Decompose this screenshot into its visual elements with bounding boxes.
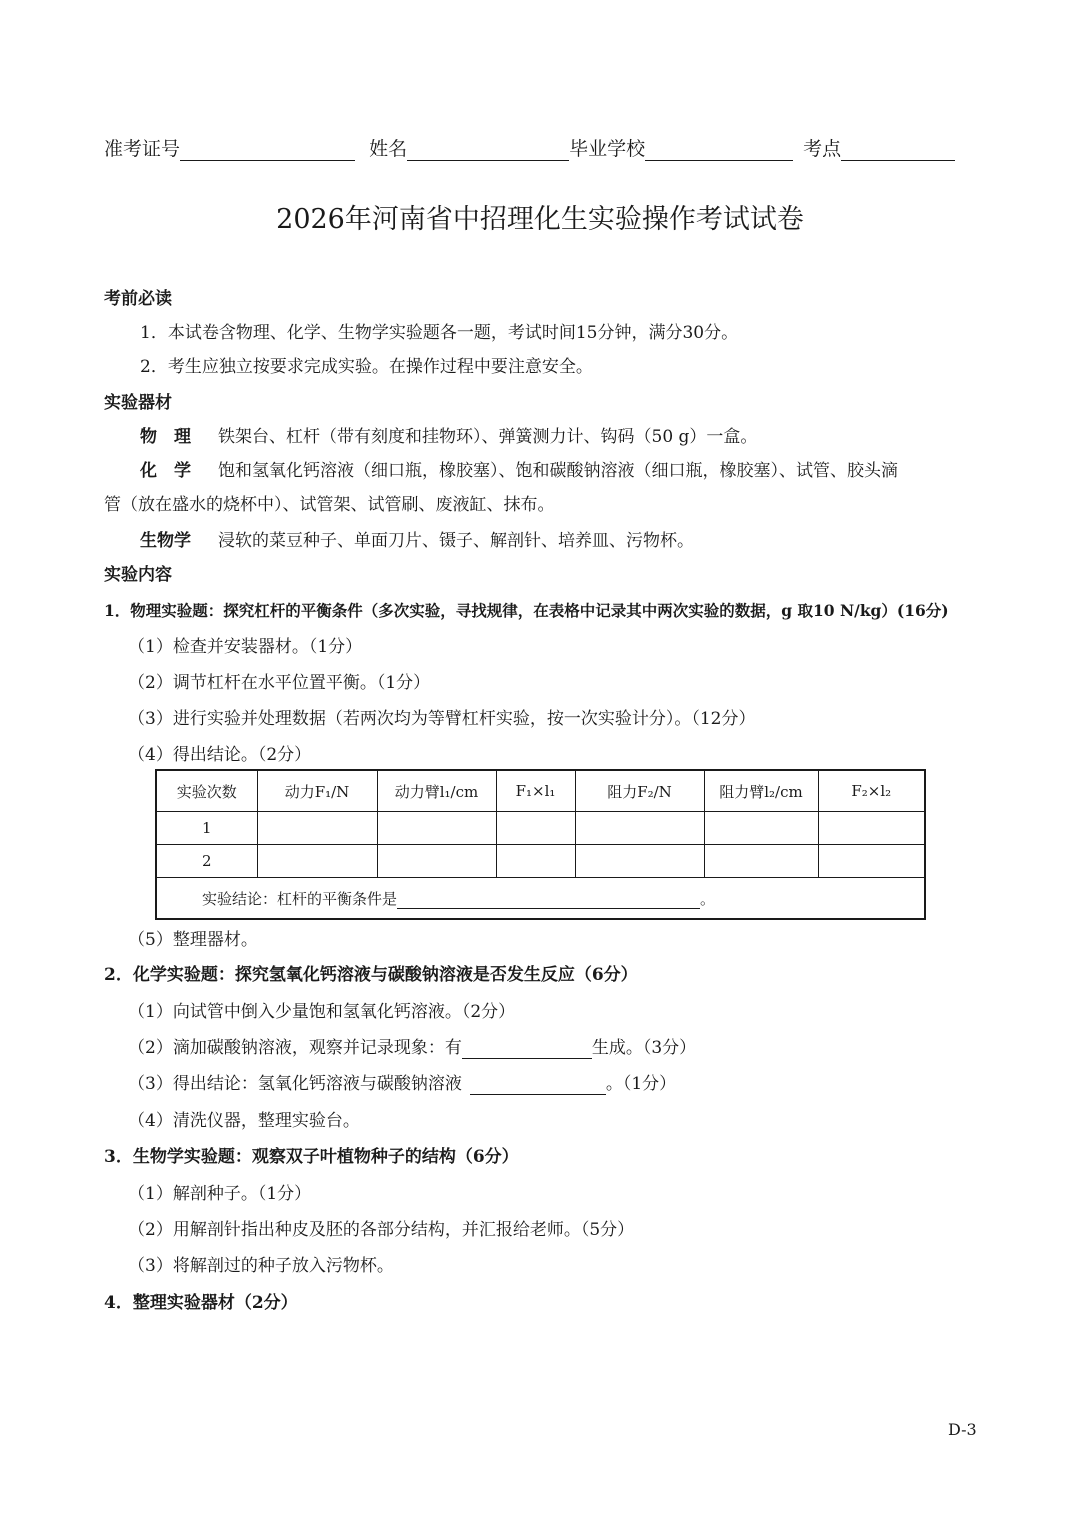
- data-table: [155, 769, 926, 920]
- q4-title: 4．整理实验器材（2分）: [104, 1293, 298, 1313]
- physics-label: 物 理: [140, 427, 191, 447]
- bio-label: 生物学: [140, 531, 191, 551]
- q3-step: （2）用解剖针指出种皮及胚的各部分结构，并汇报给老师。（5分）: [128, 1220, 635, 1240]
- q2-step: [128, 1037, 696, 1059]
- q2-step: [128, 1073, 676, 1095]
- table-cell-input[interactable]: [704, 845, 818, 878]
- q1-title: 1．物理实验题：探究杠杆的平衡条件（多次实验，寻找规律，在表格中记录其中两次实验的数据，g 取10 N/kg）(16分): [104, 601, 949, 620]
- table-row: [156, 812, 925, 845]
- q2-step3-end: 。（1分）: [605, 1074, 677, 1094]
- materials-heading: 实验器材: [104, 393, 172, 413]
- content-heading: 实验内容: [104, 565, 172, 585]
- q2-conclusion-blank[interactable]: [470, 1074, 606, 1095]
- q1-step: （5）整理器材。: [128, 930, 258, 950]
- table-header-cell: 实验次数: [156, 770, 257, 812]
- site-label: 考点: [803, 138, 842, 160]
- trial-number: 2: [156, 845, 257, 878]
- exam-id-label: 准考证号: [104, 138, 181, 160]
- notice-item: 1．本试卷含物理、化学、生物学实验题各一题，考试时间15分钟，满分30分。: [140, 323, 739, 343]
- q2-step3-text: （3）得出结论：氢氧化钙溶液与碳酸钠溶液: [128, 1074, 462, 1094]
- table-cell-input[interactable]: [257, 812, 377, 845]
- table-cell-input[interactable]: [257, 845, 377, 878]
- notice-item: 2．考生应独立按要求完成实验。在操作过程中要注意安全。: [140, 357, 593, 377]
- table-cell-input[interactable]: [377, 812, 496, 845]
- q2-step2-text: （2）滴加碳酸钠溶液，观察并记录现象：有: [128, 1038, 462, 1058]
- physics-materials: 铁架台、杠杆（带有刻度和挂物环）、弹簧测力计、钩码（50 g）一盒。: [218, 427, 758, 447]
- bio-materials: 浸软的菜豆种子、单面刀片、镊子、解剖针、培养皿、污物杯。: [218, 531, 694, 551]
- table-cell-input[interactable]: [704, 812, 818, 845]
- q1-step: （2）调节杠杆在水平位置平衡。（1分）: [128, 673, 431, 693]
- conclusion-label: 实验结论：杠杆的平衡条件是: [202, 889, 398, 908]
- table-cell-input[interactable]: [818, 812, 925, 845]
- site-field[interactable]: [841, 140, 955, 161]
- page-title: 2026年河南省中招理化生实验操作考试试卷: [276, 204, 804, 235]
- exam-id-field[interactable]: [180, 140, 355, 161]
- school-field[interactable]: [645, 140, 793, 161]
- table-row: [156, 845, 925, 878]
- table-header-cell: 动力F₁/N: [257, 770, 377, 812]
- name-label: 姓名: [369, 138, 408, 160]
- table-header-cell: 动力臂l₁/cm: [377, 770, 496, 812]
- q1-step: （3）进行实验并处理数据（若两次均为等臂杠杆实验，按一次实验计分）。（12分）: [128, 709, 756, 729]
- table-cell-input[interactable]: [818, 845, 925, 878]
- q2-step: （1）向试管中倒入少量饱和氢氧化钙溶液。（2分）: [128, 1002, 516, 1022]
- conclusion-end: 。: [700, 889, 716, 908]
- table-cell-input[interactable]: [575, 845, 704, 878]
- conclusion-blank[interactable]: [397, 890, 700, 909]
- table-cell-input[interactable]: [496, 845, 575, 878]
- table-header-cell: F₂×l₂: [818, 770, 925, 812]
- table-header-cell: 阻力F₂/N: [575, 770, 704, 812]
- school-label: 毕业学校: [569, 138, 646, 160]
- q3-title: 3．生物学实验题：观察双子叶植物种子的结构（6分）: [104, 1147, 519, 1167]
- q1-step: （1）检查并安装器材。（1分）: [128, 637, 363, 657]
- name-field[interactable]: [407, 140, 569, 161]
- table-conclusion-row: [156, 878, 925, 920]
- q2-step2-end: 生成。（3分）: [591, 1038, 697, 1058]
- table-cell-input[interactable]: [496, 812, 575, 845]
- table-cell-input[interactable]: [377, 845, 496, 878]
- page-number: D-3: [948, 1420, 977, 1439]
- table-header-cell: F₁×l₁: [496, 770, 575, 812]
- q1-step: （4）得出结论。（2分）: [128, 745, 312, 765]
- q3-step: （1）解剖种子。（1分）: [128, 1184, 312, 1204]
- chem-materials-cont: 管（放在盛水的烧杯中）、试管架、试管刷、废液缸、抹布。: [104, 495, 555, 515]
- table-cell-input[interactable]: [575, 812, 704, 845]
- q3-step: （3）将解剖过的种子放入污物杯。: [128, 1256, 394, 1276]
- exam-info-header: [104, 137, 955, 161]
- q2-phenomenon-blank[interactable]: [462, 1038, 592, 1059]
- chem-label: 化 学: [140, 461, 191, 481]
- table-header-row: [156, 770, 925, 812]
- notice-heading: 考前必读: [104, 289, 172, 309]
- trial-number: 1: [156, 812, 257, 845]
- chem-materials: 饱和氢氧化钙溶液（细口瓶，橡胶塞）、饱和碳酸钠溶液（细口瓶，橡胶塞）、试管、胶头滴: [218, 461, 898, 481]
- q2-title: 2．化学实验题：探究氢氧化钙溶液与碳酸钠溶液是否发生反应（6分）: [104, 965, 638, 985]
- q2-step: （4）清洗仪器，整理实验台。: [128, 1111, 360, 1131]
- table-header-cell: 阻力臂l₂/cm: [704, 770, 818, 812]
